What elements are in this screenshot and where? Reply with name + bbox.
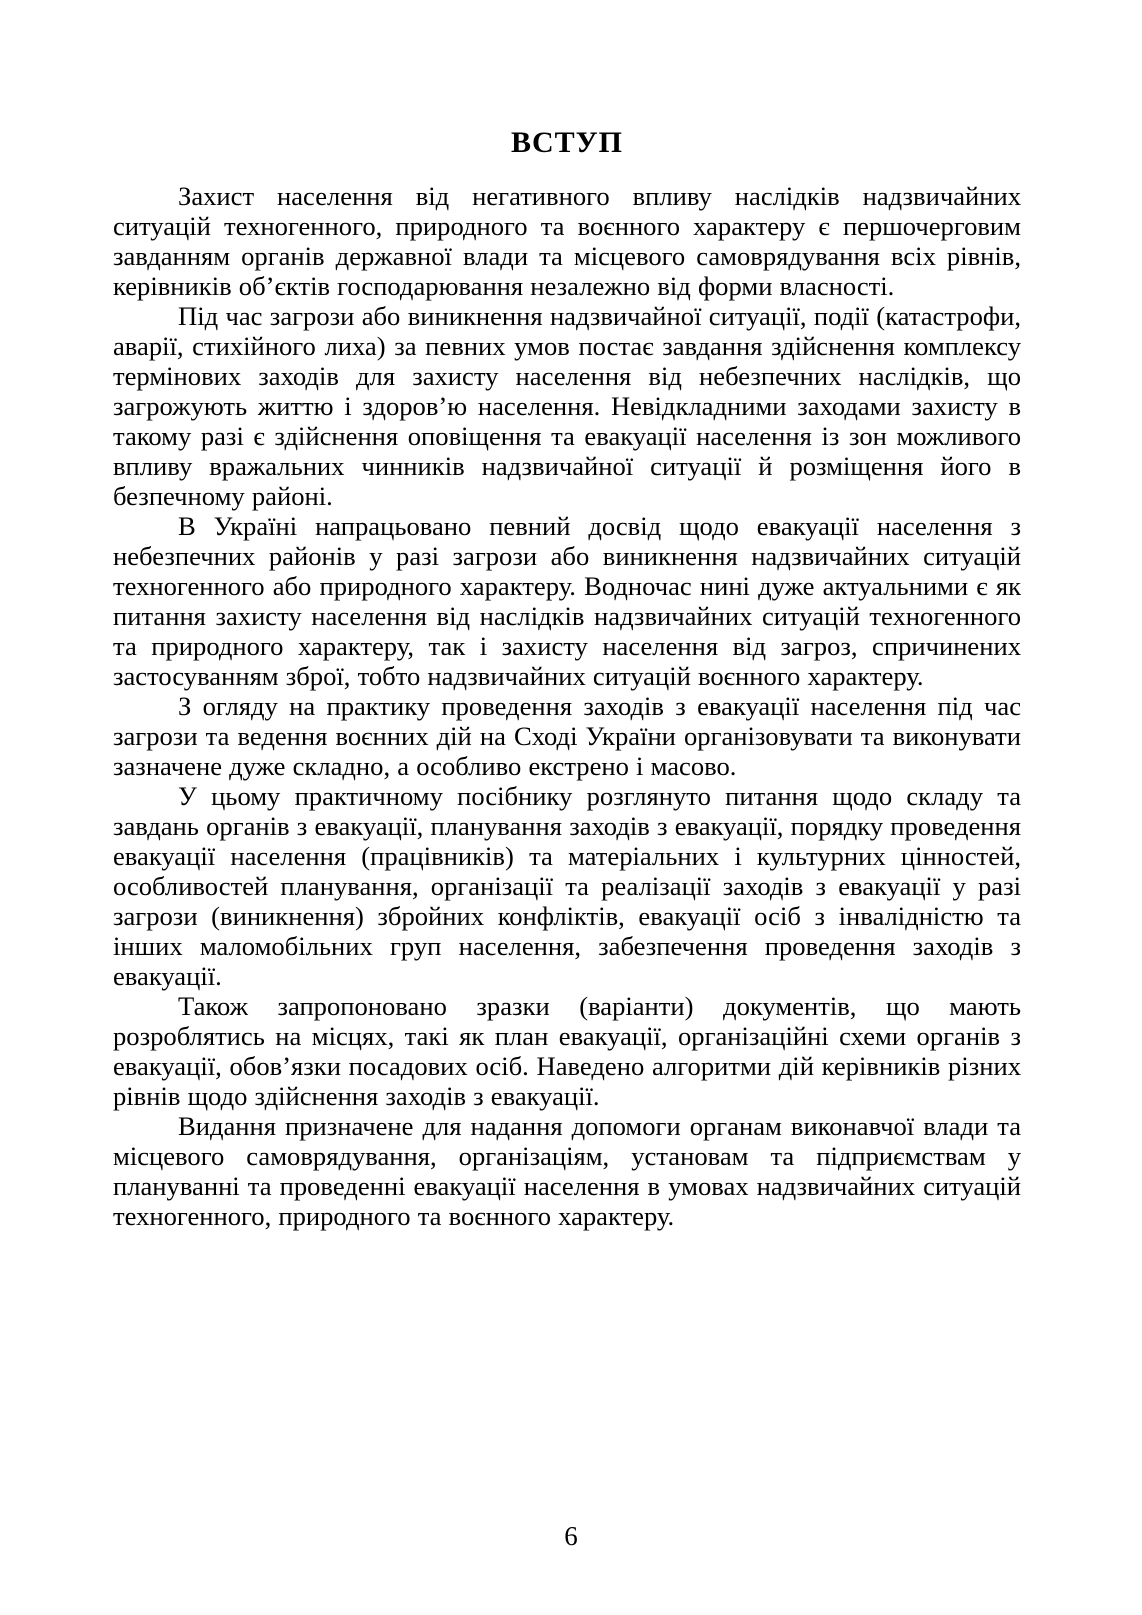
document-body bbox=[113, 181, 1021, 1231]
paragraph: В Україні напрацьовано певний досвід щодо евакуації населення з небезпечних районів у разі загрози або виникнення надзвичайних ситуацій техногенного або природного характеру. Водночас нині дуже актуальними є як питання захисту населення від наслідків надзвичайних ситуацій техногенного та природного характеру, так і захисту населення від загроз, спричинених застосуванням зброї, тобто надзвичайних ситуацій воєнного характеру. bbox=[113, 511, 1021, 691]
paragraph: Видання призначене для надання допомоги органам виконавчої влади та місцевого самоврядування, організаціям, установам та підприємствам у плануванні та проведенні евакуації населення в умовах надзвичайних ситуацій техногенного, природного та воєнного характеру. bbox=[113, 1111, 1021, 1231]
paragraph: У цьому практичному посібнику розглянуто питання щодо складу та завдань органів з евакуації, планування заходів з евакуації, порядку проведення евакуації населення (працівників) та матеріальних і культурних цінностей, особливостей планування, організації та реалізації заходів з евакуації у разі загрози (виникнення) збройних конфліктів, евакуації осіб з інвалідністю та інших маломобільних груп населення, забезпечення проведення заходів з евакуації. bbox=[113, 781, 1021, 991]
paragraph: Захист населення від негативного впливу наслідків надзвичайних ситуацій техногенного, природного та воєнного характеру є першочерговим завданням органів державної влади та місцевого самоврядування всіх рівнів, керівників об’єктів господарювання незалежно від форми власності. bbox=[113, 181, 1021, 301]
paragraph: Під час загрози або виникнення надзвичайної ситуації, події (катастрофи, аварії, стихійного лиха) за певних умов постає завдання здійснення комплексу термінових заходів для захисту населення від небезпечних наслідків, що загрожують життю і здоров’ю населення. Невідкладними заходами захисту в такому разі є здійснення оповіщення та евакуації населення із зон можливого впливу вражальних чинників надзвичайної ситуації й розміщення його в безпечному районі. bbox=[113, 301, 1021, 511]
page-title: ВСТУП bbox=[510, 126, 624, 159]
page-number: 6 bbox=[564, 1521, 578, 1551]
paragraph: Також запропоновано зразки (варіанти) документів, що мають розроблятись на місцях, такі як план евакуації, організаційні схеми органів з евакуації, обов’язки посадових осіб. Наведено алгоритми дій керівників різних рівнів щодо здійснення заходів з евакуації. bbox=[113, 991, 1021, 1111]
paragraph: З огляду на практику проведення заходів з евакуації населення під час загрози та ведення воєнних дій на Сході України організовувати та виконувати зазначене дуже складно, а особливо екстрено і масово. bbox=[113, 691, 1021, 781]
